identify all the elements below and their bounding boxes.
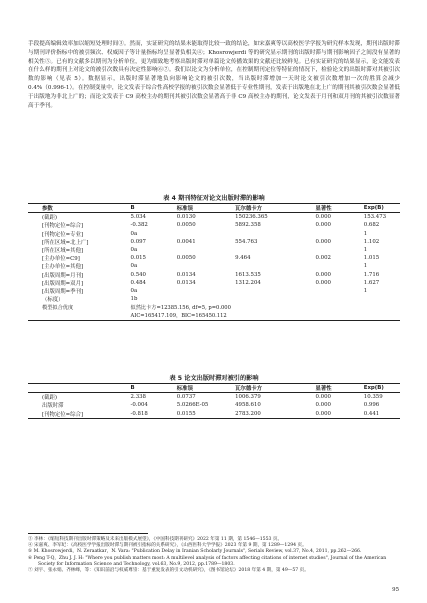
table4-header-row	[28, 204, 400, 213]
table4-cell	[316, 246, 364, 254]
table5-row	[28, 401, 400, 409]
table4-cell	[364, 295, 400, 303]
page-number: 95	[392, 587, 399, 593]
table4-cell: [所在区域=北上广]	[42, 239, 89, 246]
table4-cell: 1.015	[363, 255, 380, 262]
table4-cell: [所在区域=其他]	[42, 248, 84, 255]
table5-cell: 5.0266E-05	[176, 402, 209, 409]
table5-header-2: 标准误	[176, 386, 193, 393]
body-paragraph: 手段提高编辑效率加以缩短处理时间③。然而，实证研究的结果未能取得比较一致的结论，如宋嘉爽等以高校医学学报为研究样本发现，期刊出版时滞与期刊评价指标中的被引频次、权威因子等计量指标均呈显著负相关④；Khosrowjerdi 等的研究显示期刊的出版时滞与期刊影响因子之间没有显著的相关性⑤。已有的文献多以期刊为分析单位，更为细致地考察出版时滞对单篇论文传播效果的文献还比较鲜见。已有实证研究的结果显示，论文能发表在什么样的期刊上对论文的被引次数具有决定性影响⑥⑦。我们以论文为分析单位，在控制期刊定位等特征的情况下，检验论文的出版时滞对其被引次数的影响（见表 5）。数据显示，出版时滞显著地负向影响论文的被引次数，当出版时滞增加一天时论文被引次数增加一次的胜算会减少 0.4%（0.996-1）。在控制变量中，论文发表于综合性高校学报的被引次数会显著低于专业性期刊，发表于出版地在北上广的期刊其被引次数会显著低于出版地为非北上广的；而论文发表于 C9 高校主办的期刊其被引次数会显著高于非 C9 高校主办的期刊，论文发表于月刊和双月刊的其被引次数显著高于季刊。	[28, 41, 400, 109]
table4-cell: -0.382	[130, 222, 148, 229]
footnote: ⑥ Peng T-Q，Zhu J. J. H: "Where you publish matters most: A multilevel analysis of factors affecting citations of internet studies", Journal of the American Society for Information Science and Technology, vol.63, No.9, 2012, pp.1789—1803.	[28, 555, 387, 567]
table4-cell	[177, 287, 235, 295]
table4-cell	[235, 295, 315, 303]
footnote: ④ 宋嘉爽、李军纪：《高校医学学报出版时滞与期刊被引指标的关系研究》，《山西医科大学学报》2023 年第 9 期，第 1289—1294 页。	[28, 543, 307, 549]
table4-cell: 1613.535	[235, 271, 261, 278]
table5-header-5: Exp(B)	[363, 385, 384, 392]
table4-header-4: 显著性	[315, 206, 332, 213]
table5-cell: 0.0155	[176, 410, 196, 417]
table4-row	[28, 254, 400, 262]
table5-cell: 0.0737	[176, 394, 196, 401]
table5-cell: 0.441	[363, 410, 380, 417]
table5-row	[28, 410, 400, 419]
table4-cell	[316, 230, 364, 238]
table4-cell: 1	[363, 263, 368, 270]
table5-row	[28, 393, 400, 402]
table4-header-3: 瓦尔德卡方	[235, 206, 263, 213]
table5-cell: 0.000	[315, 402, 331, 409]
table4-cell: 5.034	[130, 214, 146, 221]
table4-cell: 1.102	[363, 238, 380, 245]
table4-cell: 0.0134	[176, 271, 196, 278]
table4-header-1: B	[130, 205, 135, 212]
table4-cell: 0.002	[315, 255, 331, 262]
table4-cell: 0.097	[130, 238, 146, 245]
table4-cell	[177, 246, 235, 254]
table4-cell: 1.716	[363, 271, 380, 278]
table4	[28, 203, 400, 321]
table4-row	[28, 279, 400, 287]
table5-cell: [刊物定位=综合]	[42, 411, 84, 418]
table4-cell: [刊物定位=综合]	[42, 223, 84, 230]
table4-cell	[235, 246, 315, 254]
table5-cell: 1006.379	[235, 394, 261, 401]
table5-header-3: 瓦尔德卡方	[235, 386, 263, 393]
table4-cell: 0.000	[315, 279, 331, 286]
table4-cell: 0.000	[315, 222, 331, 229]
table4-cell: 0.000	[315, 214, 331, 221]
table4-cell: [主办单位=C9]	[42, 256, 80, 263]
table4-cell: 0.000	[315, 271, 331, 278]
footnote-divider	[28, 533, 148, 534]
table5	[28, 383, 400, 419]
table4-cell: 1	[363, 247, 368, 254]
table4-cell: 1	[363, 287, 368, 294]
table4-cell: 0.015	[130, 255, 146, 262]
table4-cell	[316, 287, 364, 295]
table5-cell: 0.996	[363, 402, 380, 409]
table4-cell: [主办单位=其他]	[42, 264, 84, 271]
table5-header-1: B	[130, 385, 135, 392]
table5-cell: 0.000	[315, 394, 331, 401]
table4-cell: 0.0041	[176, 238, 196, 245]
table4-cell: 0.0050	[176, 255, 196, 262]
table4-row	[28, 221, 400, 229]
table4-row	[28, 295, 400, 303]
table5-cell: 0.000	[315, 410, 331, 417]
table4-cell: [出版周期=季刊]	[42, 288, 84, 295]
table5-cell: 4958.610	[235, 402, 261, 409]
table5-cell: 10.359	[363, 394, 383, 401]
table4-cell: 1312.204	[235, 279, 261, 286]
table4-cell: 554.763	[235, 238, 258, 245]
footnote: ③ 李林：《缩短科技期刊出版时滞策略及未来出版模式展望》，《中国科技期刊研究》2022 年第 11 期，第 1546—1553 页。	[28, 537, 283, 542]
table5-header-4: 显著性	[315, 386, 332, 393]
table4-cell: 1	[363, 230, 368, 237]
table4-cell: 5892.358	[235, 222, 261, 229]
table4-cell: [出版周期=双月]	[42, 280, 84, 287]
table4-cell	[316, 295, 364, 303]
table4-row	[28, 287, 400, 295]
table4-cell	[177, 295, 235, 303]
table4-cell: 0.0134	[176, 279, 196, 286]
table5-header-row	[28, 384, 400, 393]
table4-cell: 0.540	[130, 271, 146, 278]
table4-cell: (截距)	[42, 215, 57, 222]
table4-cell: 0.0050	[176, 222, 196, 229]
table4-cell: 1b	[130, 296, 138, 303]
table4-cell: 150236.365	[235, 214, 268, 221]
table4-cell: 0.682	[363, 222, 380, 229]
table5-cell: 出版时滞	[42, 403, 64, 410]
table4-cell	[235, 287, 315, 295]
table4-cell: （标度）	[42, 297, 64, 304]
footnote: ⑤ M. Khosrowjerdi，N. Zeraatkar，N. Vara: "Publication Delay in Iranian Scholarly Journals", Serials Review, vol.37, No.4, 2011, pp.262—266.	[28, 549, 362, 555]
table4-fit-value: 似然比卡方=12385.156, df=5, p=0.000	[130, 304, 231, 311]
table4-cell: 1.627	[363, 279, 380, 286]
footnote: ⑦ 刘宇、张永娟、齐林峰，等：《知识前沿与权威尊崇：基于重复发表的引文动机研究》，《图书馆论坛》2018 年第 4 期，第 49—57 页。	[28, 568, 309, 574]
table4-cell	[235, 230, 315, 238]
table5-cell: 2783.200	[235, 410, 261, 417]
table4-row	[28, 213, 400, 222]
table5-cell: 2.338	[130, 394, 146, 401]
table4-cell: 0a	[130, 263, 138, 270]
table4-fit-value: AIC=165417.109，BIC=165450.112	[130, 313, 227, 320]
table5-cell: -0.004	[130, 402, 148, 409]
table4-cell	[235, 262, 315, 270]
table4-cell: 9.464	[235, 255, 251, 262]
table4-cell: [出版周期=月刊]	[42, 272, 84, 279]
table4-fit-label: 模型拟合优度	[42, 304, 74, 311]
table4-row	[28, 238, 400, 246]
table4-cell: 0a	[130, 247, 138, 254]
table4-header-5: Exp(B)	[363, 205, 384, 212]
table4-row	[28, 271, 400, 279]
table4-cell	[316, 262, 364, 270]
table4-row	[28, 262, 400, 270]
table4-fit-row	[28, 311, 400, 320]
table5-cell: (截距)	[42, 395, 57, 402]
table5-cell: -0.818	[130, 410, 148, 417]
table5-title: 表 5 论文出版时滞对被引的影响	[169, 375, 259, 382]
table5-header-0	[28, 384, 131, 393]
table4-fit-row	[28, 303, 400, 311]
table4-cell: 0a	[130, 287, 138, 294]
table4-row	[28, 230, 400, 238]
table4-cell: 0.484	[130, 279, 146, 286]
table4-row	[28, 246, 400, 254]
table4-fit-label	[28, 311, 131, 320]
table4-cell: 0a	[130, 230, 138, 237]
table4-cell: 0.000	[315, 238, 331, 245]
table4-title: 表 4 期刊特征对论文出版时滞的影响	[163, 195, 265, 202]
table4-cell: 0.0130	[176, 214, 196, 221]
table4-header-2: 标准误	[176, 206, 193, 213]
table4-cell	[177, 262, 235, 270]
footnotes	[28, 537, 400, 574]
table4-cell: [刊物定位=专业]	[42, 231, 84, 238]
table4-cell: 153.473	[363, 214, 387, 221]
table4-cell	[177, 230, 235, 238]
table4-header-0: 参数	[42, 206, 53, 213]
